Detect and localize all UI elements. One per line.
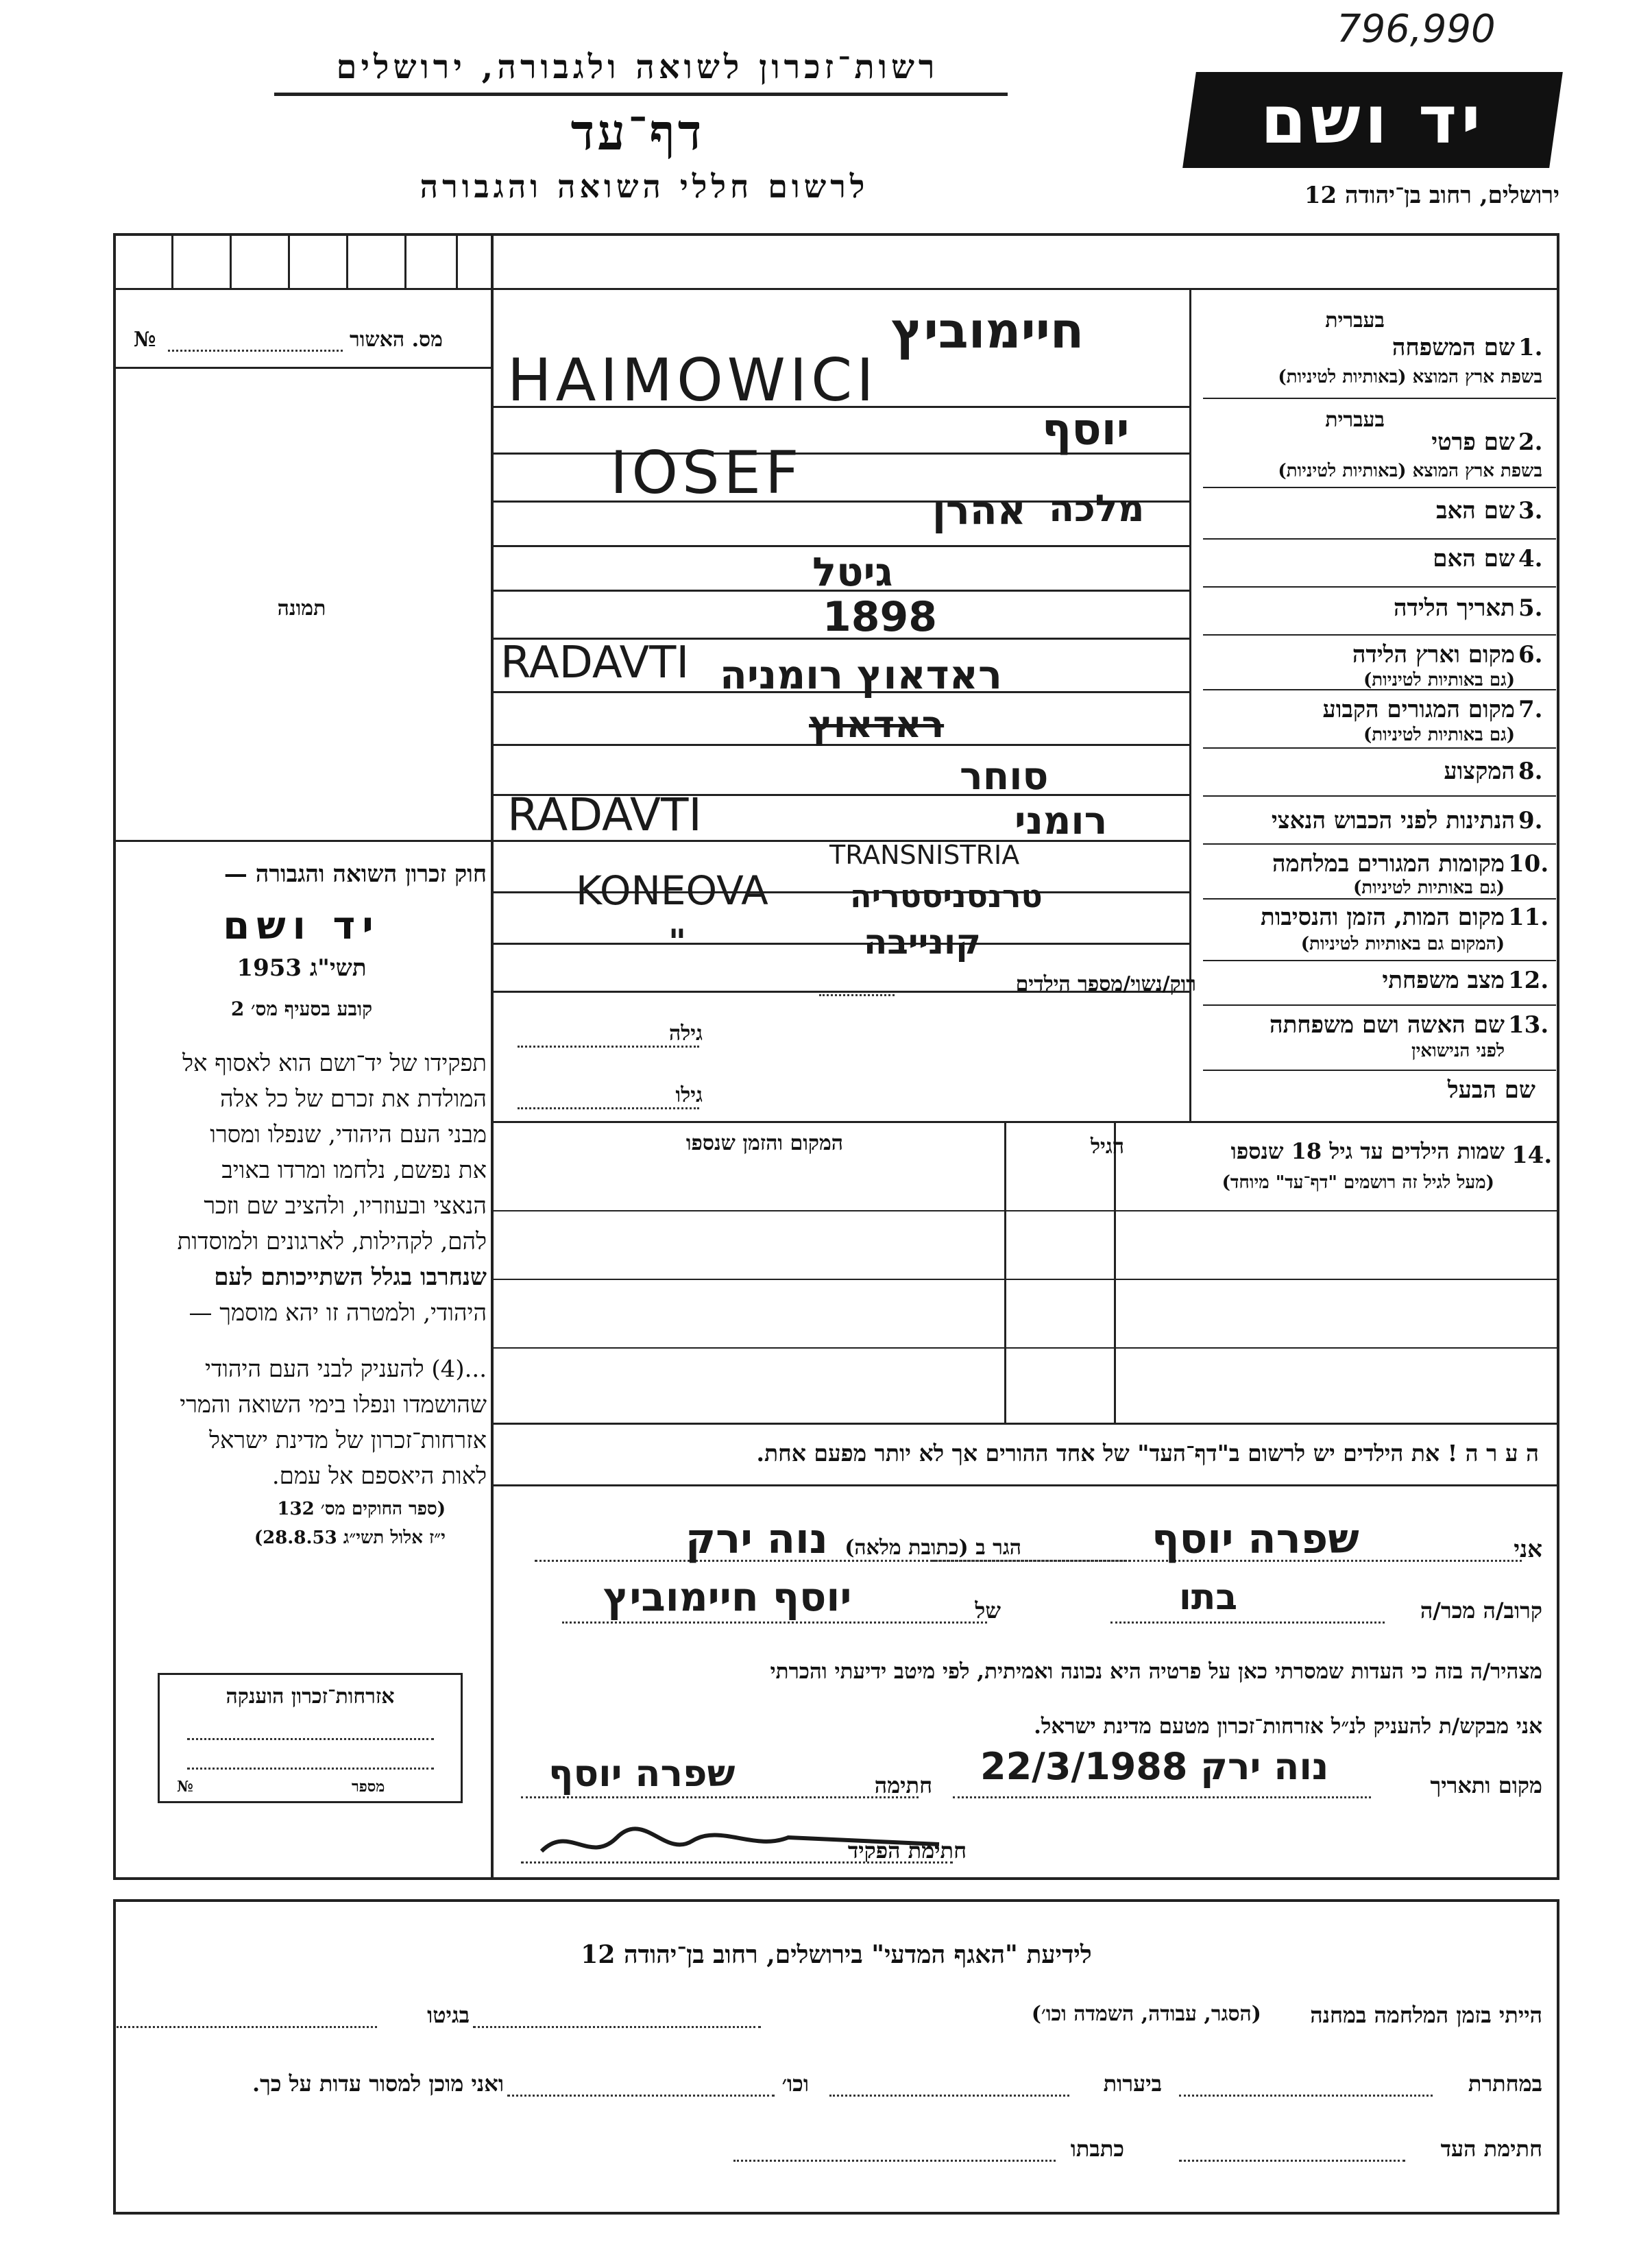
field-1-lang: בעברית: [1325, 309, 1385, 333]
footer-line1-b: (הסגר, עבודה, השמדה וכו׳): [1031, 2002, 1261, 2026]
citizenship-number-label: מספר: [352, 1778, 385, 1796]
field-6-num: 6.: [1518, 641, 1543, 668]
law-name: יד ושם: [223, 904, 380, 948]
field-12-label: מצב משפחתי: [1382, 967, 1505, 994]
field-9-label: הנתינות לפני הכבוש הנאצי: [1271, 807, 1515, 834]
forest-field[interactable]: [829, 2095, 1069, 2097]
field-2-label: שם פרטי: [1431, 429, 1515, 456]
hw-wartime-places: טרנסניסטריה: [850, 878, 1043, 915]
hw-victim-name: יוסף חיימוביץ: [603, 1573, 852, 1620]
witness-signature-field[interactable]: [1179, 2160, 1405, 2162]
field-2-lang: בעברית: [1325, 408, 1385, 432]
hw-wartime-latin-2: KONEOVA: [576, 867, 768, 914]
field-3-num: 3.: [1518, 497, 1543, 524]
hw-witness-address: נוה ירק: [685, 1515, 828, 1563]
field-8-label: המקצוע: [1444, 758, 1515, 785]
hw-residence: ראדאוץ: [809, 703, 945, 746]
field-6-sub: (גם באותיות לטיניות): [1363, 670, 1515, 690]
officer-signature-scribble: [528, 1810, 953, 1872]
victim-name-field[interactable]: [562, 1621, 987, 1624]
wife-age-label: גילה: [668, 1022, 703, 1046]
photo-label: תמונה: [277, 596, 326, 620]
husband-age-field[interactable]: [518, 1107, 699, 1109]
hw-ditto: ": [668, 922, 687, 962]
field-1-num: 1.: [1518, 334, 1543, 361]
field-11-label: מקום המות, הזמן והנסיבות: [1260, 904, 1505, 931]
field-7-label: מקום המגורים הקבוע: [1322, 696, 1515, 723]
citizenship-box-title: אזרחות־זכרון הוענקה: [226, 1685, 395, 1709]
field-10-sub: (גם באותיות לטיניות): [1352, 878, 1505, 898]
field-10-num: 10.: [1508, 850, 1549, 878]
declaration-resident-label: הגר ב (כתובת מלאה): [845, 1536, 1021, 1560]
field-13-sub: לפני הנישואין: [1411, 1041, 1505, 1061]
field-5-label: תאריך הלידה: [1393, 594, 1515, 622]
children-place-col: המקום והזמן שנספו: [685, 1131, 843, 1155]
field-12-num: 12.: [1508, 967, 1549, 994]
field-13-label: שם האשה ושם משפחתה: [1270, 1011, 1505, 1039]
citizenship-line-1[interactable]: [187, 1738, 434, 1740]
approval-number-field[interactable]: [168, 350, 343, 352]
hw-signature: שפרה יוסף: [548, 1752, 736, 1795]
law-line: את נפשם, נלחמו ומרדו באויב: [221, 1157, 487, 1184]
field-13-num: 13.: [1508, 1011, 1549, 1039]
field-4-label: שם האם: [1433, 545, 1515, 572]
footer-line3-a: חתימת העד: [1440, 2136, 1542, 2162]
law-title: חוק זכרון השואה והגבורה —: [223, 860, 487, 888]
field-7-sub: (גם באותיות לטיניות): [1363, 725, 1515, 745]
husband-age-label: גילו: [675, 1083, 703, 1107]
place-date-field[interactable]: [953, 1796, 1371, 1798]
declaration-of-label: של: [975, 1597, 1001, 1624]
camp-name-field[interactable]: [473, 2026, 761, 2028]
hw-surname-latin: HAIMOWICI: [507, 346, 878, 415]
footer-line2-c: וכו׳: [781, 2071, 809, 2097]
hw-witness-name: שפרה יוסף: [1152, 1515, 1359, 1563]
hw-nationality: רומני: [1015, 799, 1108, 843]
law-line: שנחרבו בגלל השתייכותם לעם: [214, 1264, 487, 1291]
law-line: היהודי, ולמטרה זו יהא מוסמך —: [189, 1299, 487, 1327]
law-line: להם, לקהילות, לארגונים ולמוסדות: [177, 1228, 487, 1255]
authority-title: רשות־זכרון לשואה ולגבורה, ירושלים: [336, 48, 939, 86]
citizenship-box: [158, 1673, 463, 1803]
law-year: תשי"ג 1953: [236, 954, 367, 982]
children-table-top: [494, 1121, 1559, 1123]
law-section: קובע בסעיף מס׳ 2: [230, 998, 373, 1020]
hw-profession: סוחר: [960, 754, 1049, 799]
hw-death-place: קונייבה: [864, 922, 981, 962]
hw-surname-he: חיימוביץ: [891, 302, 1084, 359]
footer-line1-a: הייתי בזמן המלחמה במחנה: [1310, 2002, 1542, 2028]
hw-witness-relation: בתו: [1179, 1577, 1238, 1618]
hw-father: אהרן: [932, 487, 1026, 533]
hw-birthplace-latin: RADAVTI: [500, 638, 690, 688]
children-label: שמות הילדים עד גיל 18 שנספו: [1230, 1138, 1505, 1164]
signature-field[interactable]: [521, 1796, 919, 1798]
law-reference-2: י״ז אלול תשי״ג 28.8.53): [254, 1528, 446, 1548]
law-line: מבני העם היהודי, שנפלו ומסרו: [210, 1121, 487, 1148]
law-line: אזרחות־זכרון של מדינת ישראל: [209, 1427, 487, 1454]
hw-firstname-he: יוסף: [1042, 405, 1130, 455]
citizenship-line-2[interactable]: [187, 1768, 434, 1770]
hw-birthplace: ראדאוץ רומניה: [720, 651, 1002, 698]
declaration-i-label: אני: [1514, 1536, 1542, 1563]
family-status-label: רוק/נשוי/מספר הילדים: [1015, 972, 1196, 996]
approval-no-sign: №: [134, 328, 156, 352]
family-status-field[interactable]: [819, 994, 895, 996]
field-1-sub: בשפת ארץ המוצא (באותיות לטיניות): [1278, 367, 1542, 387]
law-line: שהושמדו ונפלו בימי השואה והמרי: [180, 1391, 487, 1419]
field-4-num: 4.: [1518, 545, 1543, 572]
field-6-label: מקום וארץ הלידה: [1352, 641, 1515, 668]
citizenship-number-sign: №: [177, 1778, 193, 1796]
hw-wartime-latin: TRANSNISTRIA: [829, 840, 1020, 870]
signature-label: חתימה: [874, 1772, 932, 1798]
doc-subtitle: לרשום חללי השואה והגבורה: [420, 168, 869, 205]
law-line: תפקידו של יד־ושם הוא לאסוף אל: [182, 1050, 487, 1077]
footer-line3-b: כתבתו: [1070, 2136, 1124, 2162]
field-10-label: מקומות המגורים במלחמה: [1272, 850, 1505, 878]
law-line: ...(4) להעניק לבני העם היהודי: [205, 1355, 487, 1383]
etc-field[interactable]: [507, 2095, 775, 2097]
wife-age-field[interactable]: [518, 1046, 699, 1048]
footer-line1-c: בגיטו: [427, 2002, 470, 2028]
field-8-num: 8.: [1518, 758, 1543, 785]
logo-text: יד ושם: [1261, 82, 1485, 158]
hw-mother-2: גיטל: [812, 548, 893, 595]
hw-firstname-latin: IOSEF: [610, 439, 803, 507]
relation-field[interactable]: [1110, 1621, 1385, 1624]
declarant-address-field[interactable]: [535, 1560, 1131, 1562]
law-line: המולדת את זכרם של כל אלה: [220, 1085, 487, 1113]
authority-underline: [274, 93, 1008, 96]
field-11-num: 11.: [1508, 904, 1549, 931]
hw-birth-year: 1898: [823, 593, 937, 641]
archive-number: 796,990: [1337, 7, 1496, 51]
field-7-num: 7.: [1518, 696, 1543, 723]
witness-address-field[interactable]: [733, 2160, 1056, 2162]
approval-number-label: מס. האשור: [350, 328, 443, 352]
hw-place-date: נוה ירק 22/3/1988: [980, 1745, 1329, 1788]
hw-mother: מלכה: [1049, 487, 1145, 530]
field-3-label: שם האב: [1436, 497, 1515, 524]
footer-line2-b: ביערות: [1103, 2071, 1162, 2097]
footer-line2-a: במחתרת: [1468, 2071, 1542, 2097]
field-2-sub: בשפת ארץ המוצא (באותיות לטיניות): [1278, 461, 1542, 481]
field-1-label: שם המשפחה: [1392, 334, 1515, 361]
place-date-label: מקום ותאריך: [1430, 1772, 1542, 1798]
declaration-statement-2: אני מבקש/ת להעניק לנ״ל אזרחות־זכרון מטעם מדינת ישראל.: [1034, 1714, 1542, 1739]
footer-line2-d: ואני מוכן למסור עדות על כך.: [252, 2071, 504, 2097]
underground-field[interactable]: [1179, 2095, 1433, 2097]
note-text: ה ע ר ה ! את הילדים יש לרשום ב"דף־העד" של אחד ההורים אך לא יותר מפעם אחת.: [756, 1440, 1539, 1467]
yad-vashem-logo: [1182, 72, 1563, 168]
hw-wartime-place-3: RADAVTI: [507, 788, 702, 841]
footer-title: לידיעת "האגף המדעי" בירושלים, רחוב בן־יהודה 12: [581, 1940, 1092, 1969]
officer-signature-label: חתימת הפקיד: [847, 1837, 967, 1864]
address: ירושלים, רחוב בן־יהודה 12: [1304, 182, 1559, 209]
field-11-sub: (המקום גם באותיות לטיניות): [1300, 934, 1505, 954]
field-9-num: 9.: [1518, 807, 1543, 834]
children-sub: (מעל לגיל זה רושמים "דף־עד" מיוחד): [1222, 1172, 1494, 1193]
law-text: [120, 1046, 487, 1552]
husband-name-label: שם הבעל: [1447, 1076, 1535, 1104]
left-panel-divider: [491, 233, 494, 1880]
declaration-relative-label: קרוב/ה מכר/ה: [1420, 1597, 1542, 1624]
children-age-col: הגיל: [1090, 1135, 1124, 1159]
ghetto-name-field[interactable]: [117, 2026, 377, 2028]
doc-title: דף־עד: [570, 103, 705, 161]
declaration-statement-1: מצהיר/ה בזה כי העדות שמסרתי כאן על פרטיה היא נכונה ואמיתית, לפי מיטב ידיעתי והכרתי: [770, 1659, 1542, 1684]
children-num: 14.: [1511, 1142, 1553, 1169]
field-2-num: 2.: [1518, 429, 1543, 456]
field-5-num: 5.: [1518, 594, 1543, 622]
top-strip-line: [113, 288, 1559, 290]
law-reference-1: (ספר החוקים מס׳ 132: [277, 1499, 446, 1519]
law-line: הנאצי ובעוזריו, ולהציב שם וזכר: [204, 1192, 487, 1220]
law-line: לאות היאספם אל עמם.: [271, 1462, 487, 1490]
